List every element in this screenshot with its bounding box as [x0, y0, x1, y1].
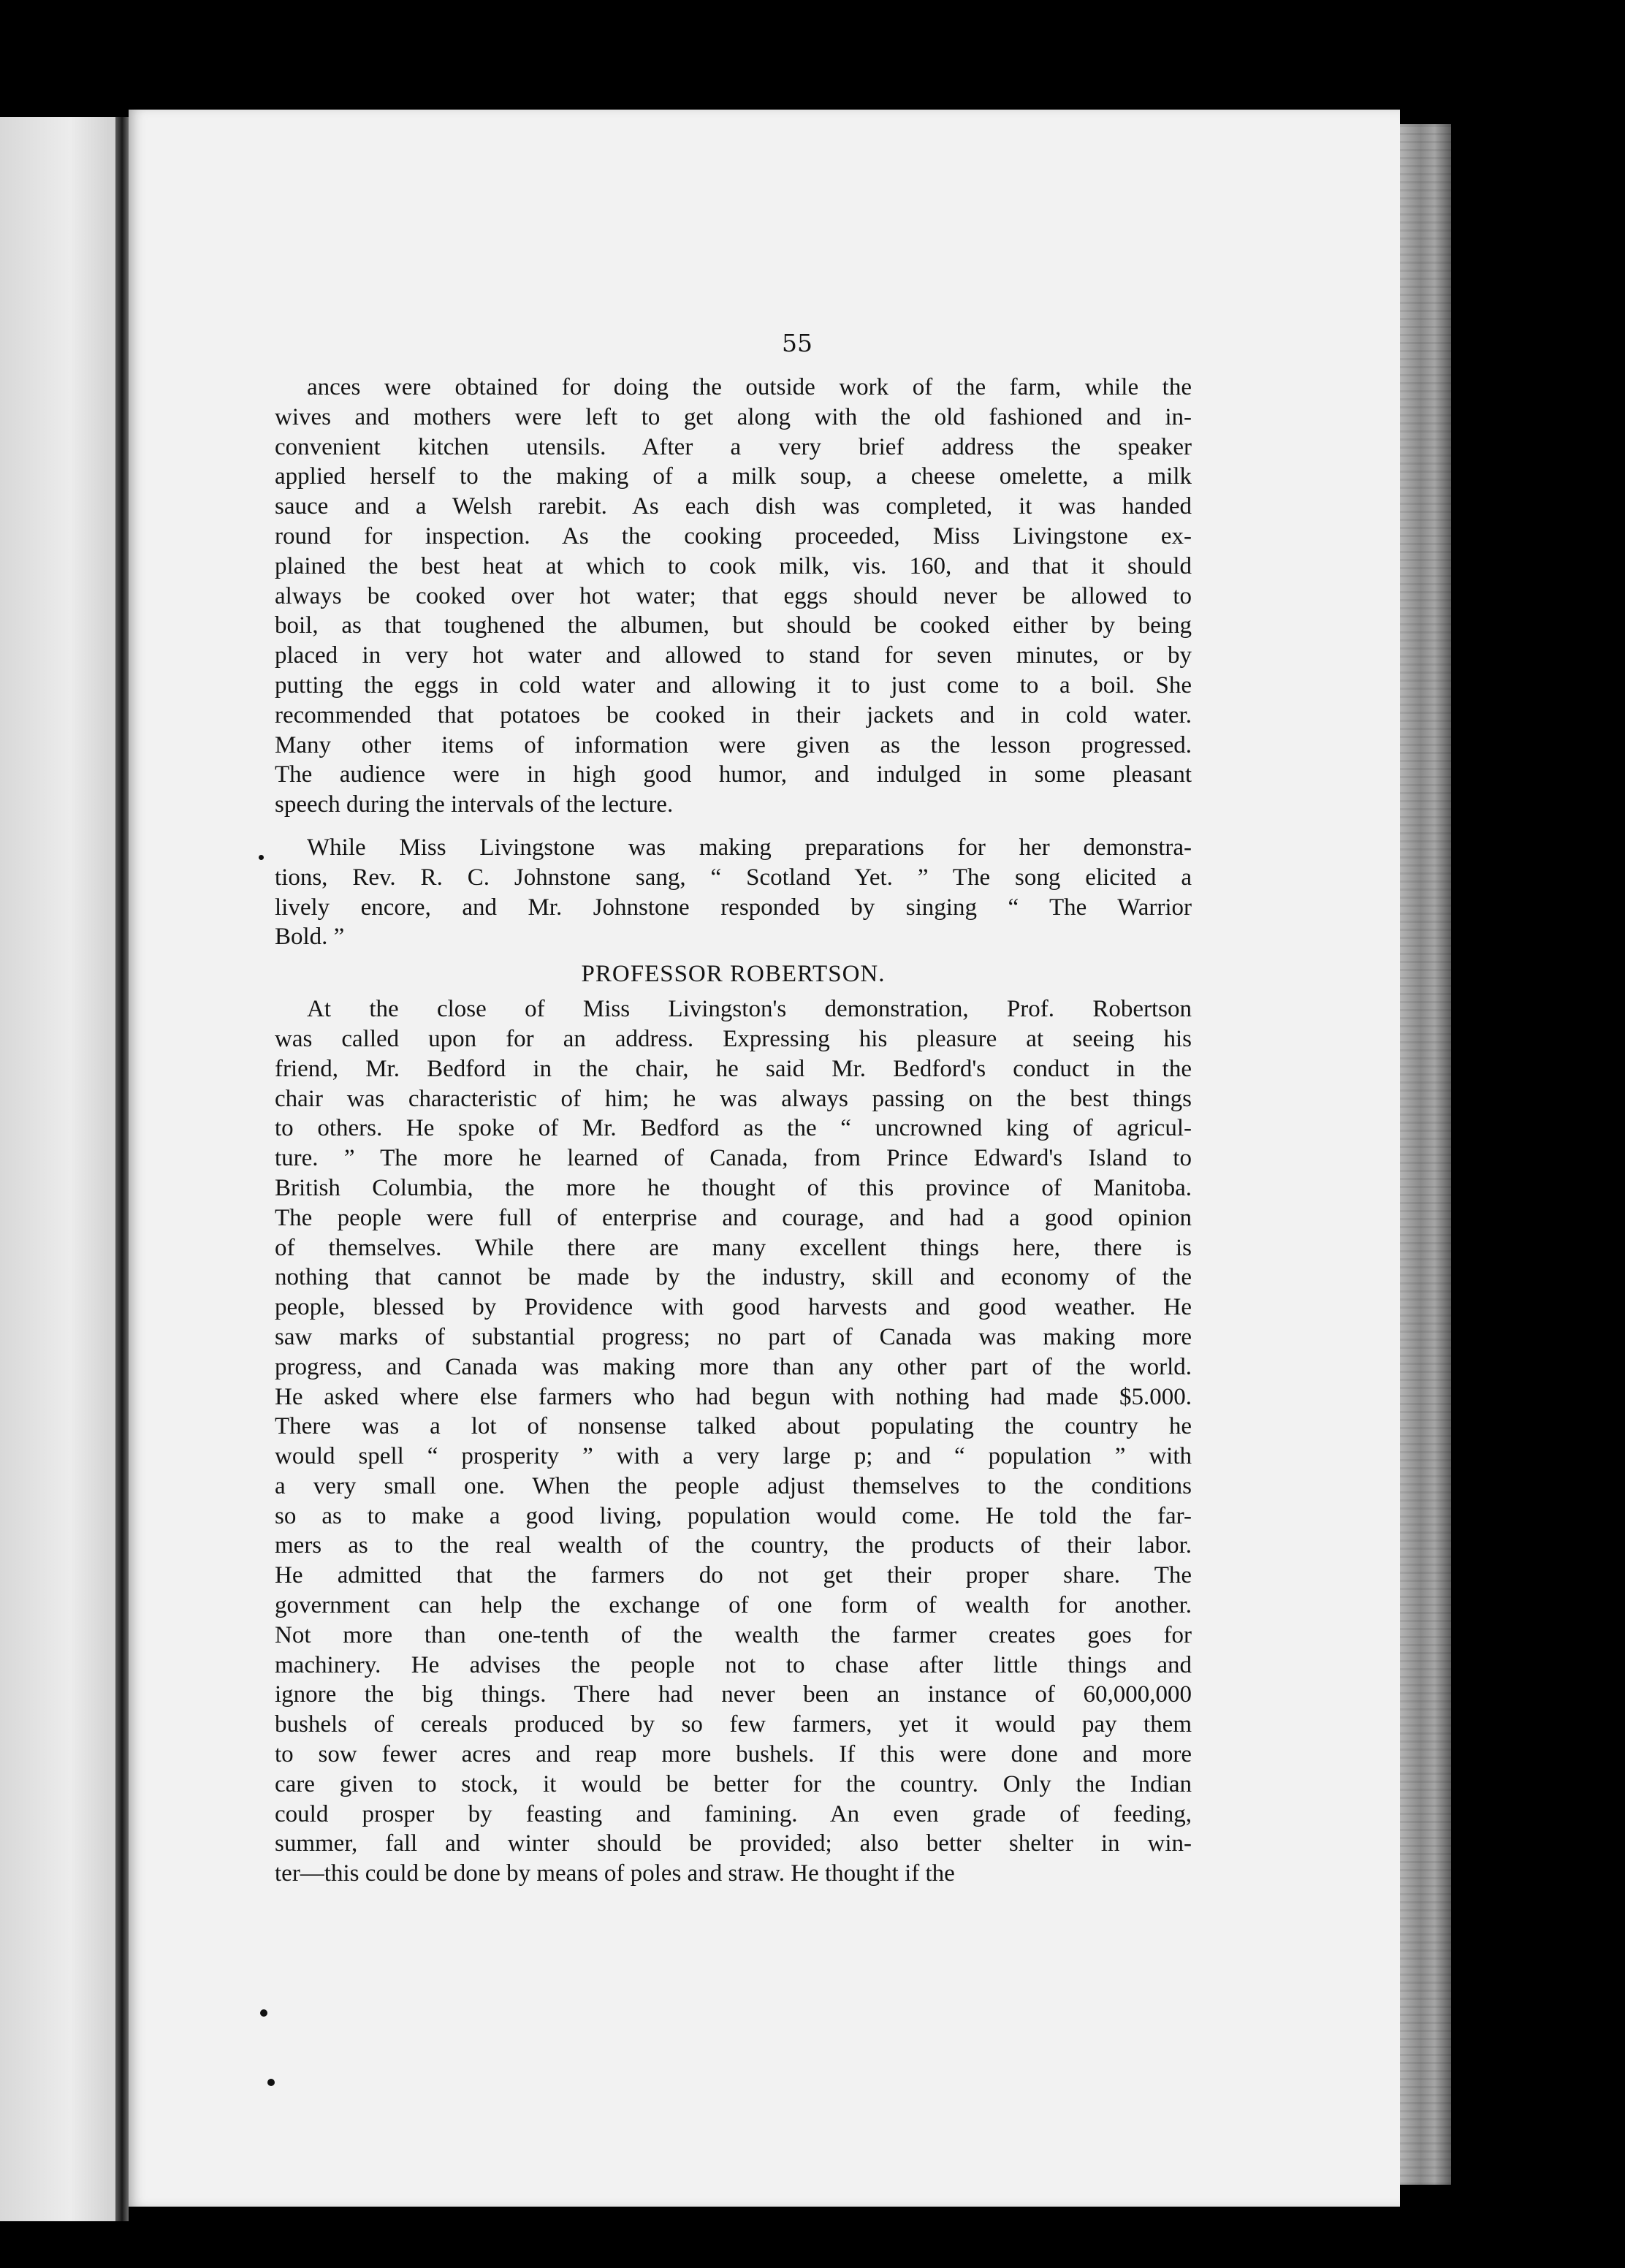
- ink-speck: [259, 855, 264, 860]
- text-line: ances were obtained for doing the outside work of the farm, while the: [307, 374, 1192, 400]
- text-line: a very small one. When the people adjust themselves to the conditions: [275, 1472, 1192, 1499]
- paragraph-cooking-demonstration: [275, 373, 1192, 820]
- text-line: Bold. ”: [275, 924, 345, 951]
- text-line: saw marks of substantial progress; no part of Canada was making more: [275, 1323, 1192, 1350]
- text-line: machinery. He advises the people not to chase after little things and: [275, 1651, 1192, 1678]
- text-line: recommended that potatoes be cooked in their jackets and in cold water.: [275, 701, 1192, 728]
- text-line: applied herself to the making of a milk soup, a cheese omelette, a milk: [275, 463, 1192, 490]
- text-line: to others. He spoke of Mr. Bedford as the “ uncrowned king of agricul-: [275, 1115, 1192, 1142]
- book-gutter: [115, 117, 129, 2221]
- text-line: of themselves. While there are many excellent things here, there is: [275, 1234, 1192, 1261]
- text-line: There was a lot of nonsense talked about populating the country he: [275, 1413, 1192, 1440]
- book-page: [129, 110, 1400, 2207]
- text-line: mers as to the real wealth of the country, the products of their labor.: [275, 1532, 1192, 1559]
- text-line: so as to make a good living, population would come. He told the far-: [275, 1502, 1192, 1529]
- text-line: lively encore, and Mr. Johnstone responded by singing “ The Warrior: [275, 894, 1192, 921]
- text-line: British Columbia, the more he thought of this province of Manitoba.: [275, 1174, 1192, 1201]
- text-line: boil, as that toughened the albumen, but should be cooked either by being: [275, 612, 1192, 639]
- ink-speck: [260, 2009, 267, 2017]
- text-line: While Miss Livingstone was making preparations for her demonstra-: [307, 834, 1192, 861]
- text-line: putting the eggs in cold water and allowing it to just come to a boil. She: [275, 671, 1192, 699]
- page-number: 55: [782, 329, 812, 357]
- text-line: placed in very hot water and allowed to stand for seven minutes, or by: [275, 642, 1192, 669]
- text-line: wives and mothers were left to get along with the old fashioned and in-: [275, 403, 1192, 430]
- text-line: At the close of Miss Livingston's demonstration, Prof. Robertson: [307, 996, 1192, 1023]
- text-line: bushels of cereals produced by so few farmers, yet it would pay them: [275, 1711, 1192, 1738]
- paragraph-johnstone-song: [275, 833, 1192, 952]
- text-line: He admitted that the farmers do not get their proper share. The: [275, 1562, 1192, 1589]
- text-line: was called upon for an address. Expressing his pleasure at seeing his: [275, 1025, 1192, 1052]
- text-line: to sow fewer acres and reap more bushels. If this were done and more: [275, 1741, 1192, 1768]
- text-line: He asked where else farmers who had begun with nothing had made $5.000.: [275, 1383, 1192, 1410]
- facing-page-edge: [0, 117, 117, 2221]
- text-line: round for inspection. As the cooking proceeded, Miss Livingstone ex-: [275, 522, 1192, 549]
- text-line: government can help the exchange of one form of wealth for another.: [275, 1592, 1192, 1619]
- text-line: ter—this could be done by means of poles and straw. He thought if the: [275, 1860, 955, 1887]
- text-line: convenient kitchen utensils. After a very brief address the speaker: [275, 433, 1192, 460]
- paragraph-professor-robertson: [275, 994, 1192, 1889]
- text-line: always be cooked over hot water; that eggs should never be allowed to: [275, 582, 1192, 609]
- page-text: [275, 373, 1192, 1889]
- text-line: The people were full of enterprise and courage, and had a good opinion: [275, 1204, 1192, 1231]
- text-line: The audience were in high good humor, and indulged in some pleasant: [275, 761, 1192, 788]
- text-line: tions, Rev. R. C. Johnstone sang, “ Scotland Yet. ” The song elicited a: [275, 864, 1192, 891]
- text-line: ture. ” The more he learned of Canada, from Prince Edward's Island to: [275, 1145, 1192, 1172]
- section-heading: PROFESSOR ROBERTSON.: [581, 961, 886, 988]
- text-line: plained the best heat at which to cook milk, vis. 160, and that it should: [275, 552, 1192, 579]
- text-line: progress, and Canada was making more than any other part of the world.: [275, 1353, 1192, 1380]
- text-line: people, blessed by Providence with good harvests and good weather. He: [275, 1294, 1192, 1321]
- text-line: could prosper by feasting and famining. An even grade of feeding,: [275, 1800, 1192, 1827]
- text-line: Not more than one-tenth of the wealth the farmer creates goes for: [275, 1621, 1192, 1648]
- text-line: would spell “ prosperity ” with a very large p; and “ population ” with: [275, 1443, 1192, 1470]
- ink-speck: [267, 2079, 275, 2086]
- text-line: chair was characteristic of him; he was always passing on the best things: [275, 1085, 1192, 1112]
- text-line: ignore the big things. There had never been an instance of 60,000,000: [275, 1681, 1192, 1708]
- text-line: summer, fall and winter should be provided; also better shelter in win-: [275, 1830, 1192, 1857]
- text-line: sauce and a Welsh rarebit. As each dish was completed, it was handed: [275, 493, 1192, 520]
- text-line: care given to stock, it would be better for the country. Only the Indian: [275, 1770, 1192, 1797]
- text-line: Many other items of information were given as the lesson progressed.: [275, 731, 1192, 758]
- page-stack-edge: [1396, 124, 1451, 2185]
- text-line: friend, Mr. Bedford in the chair, he said Mr. Bedford's conduct in the: [275, 1055, 1192, 1082]
- text-line: speech during the intervals of the lecture.: [275, 791, 674, 818]
- paragraph-gap: [275, 820, 1192, 833]
- text-line: nothing that cannot be made by the industry, skill and economy of the: [275, 1264, 1192, 1291]
